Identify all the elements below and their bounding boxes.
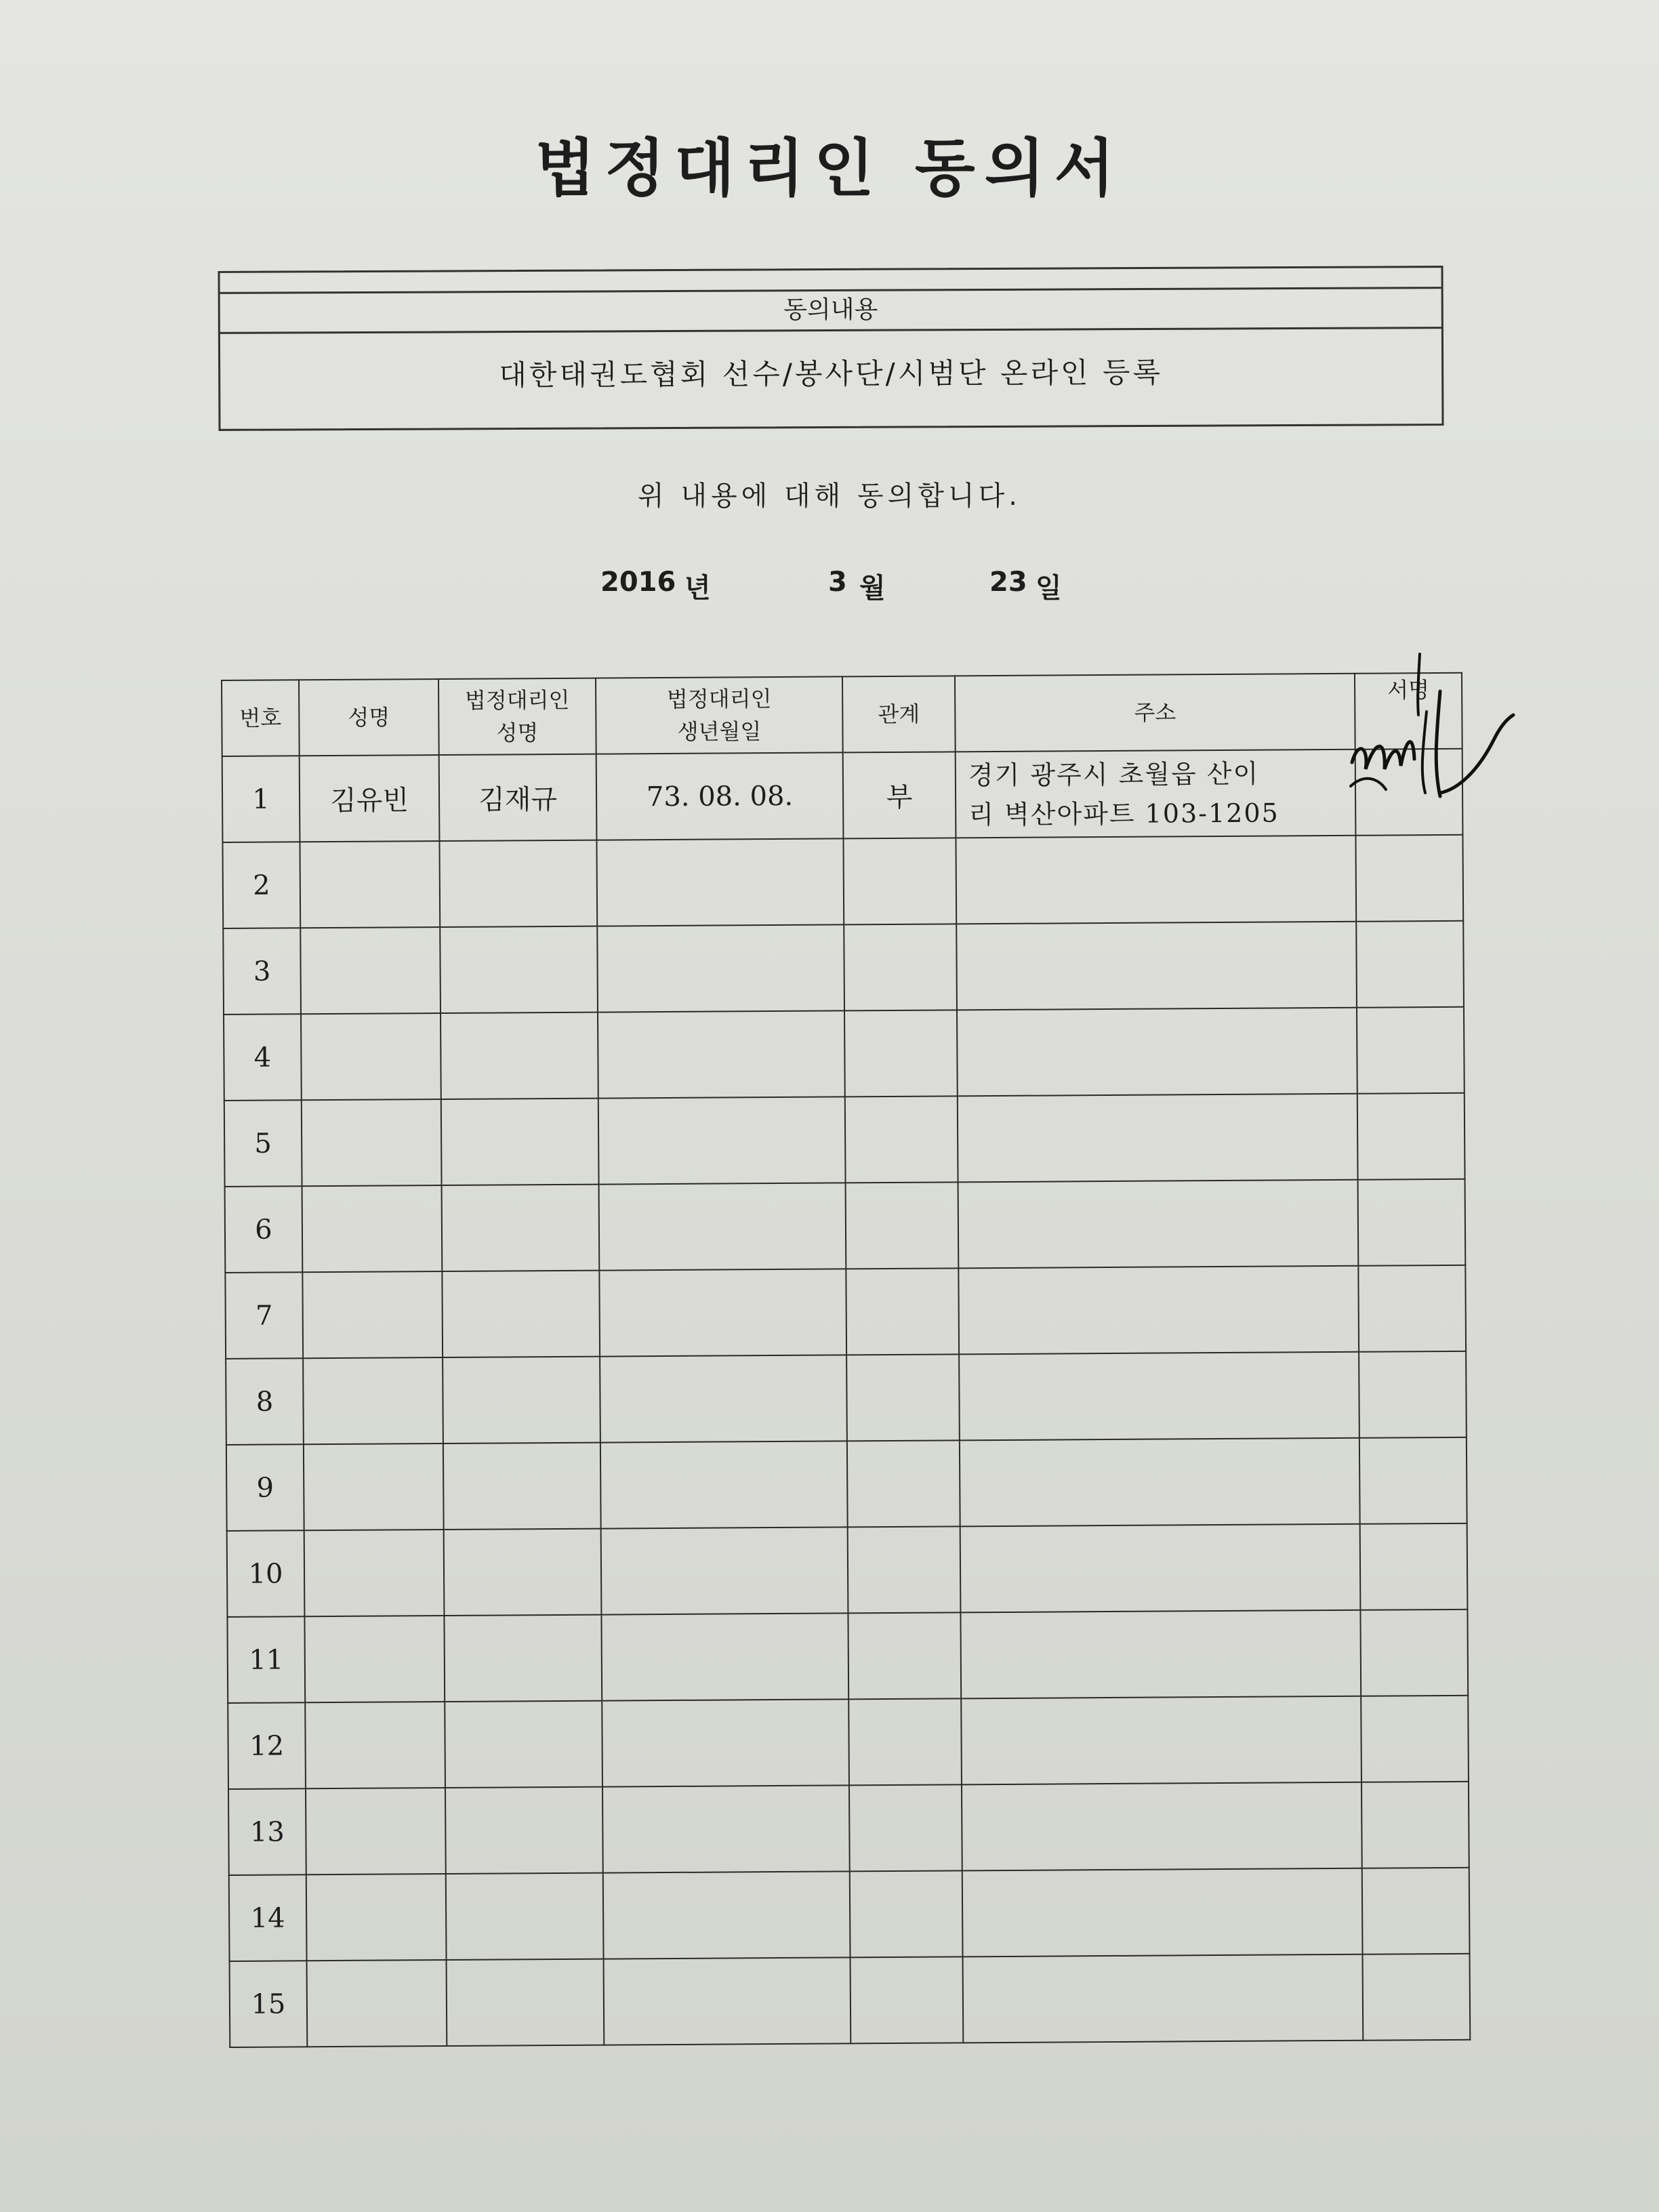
cell-signature bbox=[1355, 749, 1463, 836]
cell-number: 9 bbox=[226, 1444, 304, 1531]
cell-name bbox=[302, 1099, 442, 1186]
cell-guardian-birth: 73. 08. 08. bbox=[596, 752, 844, 840]
cell-name bbox=[302, 1185, 443, 1272]
cell-number: 10 bbox=[227, 1530, 305, 1617]
cell-signature bbox=[1363, 1954, 1471, 2041]
cell-address bbox=[960, 1438, 1360, 1527]
address-line-2 bbox=[970, 964, 1356, 966]
cell-relation bbox=[843, 838, 956, 924]
cell-guardian-name bbox=[445, 1787, 603, 1874]
cell-signature bbox=[1357, 1093, 1465, 1180]
cell-address bbox=[960, 1524, 1361, 1613]
date-month-unit: 월 bbox=[859, 573, 886, 604]
address-line-1 bbox=[973, 1567, 1359, 1569]
address-line-2 bbox=[972, 1481, 1359, 1483]
table-row bbox=[223, 921, 1464, 1015]
header-guardian-name bbox=[438, 678, 596, 755]
table-row bbox=[230, 1954, 1471, 2047]
address-line-2 bbox=[971, 1223, 1357, 1225]
address-line-2 bbox=[973, 1567, 1359, 1569]
date-year: 2016 bbox=[600, 567, 676, 598]
cell-relation bbox=[844, 1010, 958, 1097]
cell-relation bbox=[847, 1440, 960, 1527]
cell-address bbox=[958, 1094, 1358, 1183]
address-line-2: 리 벽산아파트 103-1205 bbox=[968, 797, 1279, 830]
cell-address bbox=[962, 1782, 1362, 1871]
cell-guardian-birth bbox=[597, 924, 844, 1012]
cell-name bbox=[306, 1874, 447, 1961]
cell-name bbox=[302, 1271, 443, 1358]
cell-address bbox=[956, 750, 1356, 838]
address-line-2 bbox=[976, 1997, 1362, 1999]
cell-number: 15 bbox=[230, 1961, 308, 2047]
cell-signature bbox=[1358, 1179, 1466, 1266]
cell-number: 13 bbox=[228, 1788, 306, 1875]
cell-relation bbox=[846, 1268, 959, 1355]
table-row bbox=[226, 1437, 1467, 1531]
cell-signature bbox=[1356, 921, 1464, 1008]
cell-name bbox=[306, 1788, 446, 1875]
cell-address bbox=[958, 1266, 1359, 1355]
header-number: 번호 bbox=[222, 680, 300, 756]
address-line-2 bbox=[974, 1653, 1360, 1655]
address-line-1 bbox=[975, 1911, 1361, 1913]
table-row bbox=[225, 1179, 1466, 1273]
cell-relation bbox=[846, 1182, 959, 1269]
agreement-statement: 위 내용에 대해 동의합니다. bbox=[638, 480, 1021, 512]
address-line-1 bbox=[970, 1136, 1357, 1139]
cell-relation bbox=[850, 1870, 963, 1957]
cell-signature bbox=[1359, 1351, 1467, 1438]
header-name: 성명 bbox=[299, 679, 439, 756]
cell-guardian-name bbox=[444, 1615, 602, 1702]
header-guardian-birth bbox=[596, 676, 843, 754]
guardian-table bbox=[221, 672, 1471, 2048]
cell-relation bbox=[844, 924, 957, 1010]
cell-guardian-name: 김재규 bbox=[439, 754, 597, 841]
cell-number: 11 bbox=[227, 1616, 305, 1703]
cell-guardian-birth bbox=[601, 1613, 848, 1700]
address-line-1 bbox=[969, 878, 1355, 880]
cell-guardian-name bbox=[442, 1185, 600, 1271]
cell-number: 14 bbox=[229, 1875, 307, 1961]
table-row bbox=[222, 749, 1463, 842]
table-row bbox=[229, 1868, 1470, 1961]
cell-signature bbox=[1362, 1868, 1470, 1954]
address-line-1: 경기 광주시 초월읍 산이 bbox=[968, 758, 1260, 790]
cell-guardian-name bbox=[443, 1357, 600, 1443]
cell-guardian-name bbox=[440, 926, 598, 1013]
address-line-1 bbox=[972, 1481, 1359, 1483]
cell-guardian-name bbox=[441, 1012, 598, 1099]
address-line-1 bbox=[975, 1825, 1361, 1827]
cell-number: 12 bbox=[228, 1702, 306, 1789]
cell-name: 김유빈 bbox=[300, 755, 440, 842]
address-line-1 bbox=[972, 1395, 1358, 1397]
address-line-1 bbox=[976, 1997, 1362, 1999]
consent-box bbox=[218, 266, 1443, 431]
cell-number: 2 bbox=[222, 842, 300, 928]
cell-number: 3 bbox=[223, 928, 301, 1015]
cell-number: 8 bbox=[226, 1358, 304, 1445]
cell-number: 4 bbox=[224, 1014, 302, 1101]
cell-signature bbox=[1358, 1265, 1466, 1352]
header-signature: 서명 bbox=[1355, 673, 1462, 750]
date-year-unit: 년 bbox=[684, 573, 711, 604]
cell-guardian-name bbox=[441, 1099, 599, 1185]
cell-relation bbox=[848, 1526, 961, 1613]
cell-signature bbox=[1355, 835, 1463, 922]
cell-guardian-birth bbox=[599, 1183, 846, 1270]
cell-name bbox=[303, 1357, 443, 1444]
cell-number: 6 bbox=[225, 1186, 303, 1273]
cell-guardian-name bbox=[444, 1529, 602, 1616]
consent-content: 대한태권도협회 선수/봉사단/시범단 온라인 등록 bbox=[499, 355, 1164, 392]
cell-guardian-birth bbox=[599, 1269, 846, 1356]
header-guardian-name-line2: 성명 bbox=[496, 720, 539, 746]
cell-guardian-birth bbox=[601, 1527, 848, 1614]
cell-address bbox=[956, 836, 1356, 924]
cell-address bbox=[959, 1352, 1359, 1441]
address-line-1 bbox=[970, 1050, 1356, 1052]
cell-guardian-birth bbox=[600, 1355, 847, 1442]
address-line-1 bbox=[970, 964, 1356, 966]
cell-guardian-name bbox=[439, 840, 597, 927]
table-row bbox=[226, 1351, 1467, 1445]
cell-signature bbox=[1360, 1610, 1468, 1696]
address-line-2 bbox=[975, 1739, 1361, 1741]
date-month: 3 bbox=[828, 567, 847, 598]
cell-guardian-name bbox=[445, 1701, 602, 1788]
cell-address bbox=[956, 922, 1357, 1010]
table-row bbox=[225, 1265, 1466, 1359]
address-line-1 bbox=[974, 1653, 1360, 1655]
header-guardian-name-line1: 법정대리인 bbox=[464, 687, 570, 714]
cell-signature bbox=[1361, 1782, 1469, 1868]
table-header-row bbox=[222, 673, 1462, 756]
cell-name bbox=[304, 1530, 445, 1616]
cell-number: 5 bbox=[224, 1100, 302, 1187]
table-row bbox=[224, 1093, 1465, 1187]
address-line-2 bbox=[975, 1911, 1361, 1913]
cell-name bbox=[305, 1702, 445, 1788]
cell-name bbox=[301, 1013, 441, 1100]
header-address: 주소 bbox=[955, 674, 1355, 752]
address-line-1 bbox=[975, 1739, 1361, 1741]
table-row bbox=[227, 1523, 1468, 1617]
cell-address bbox=[960, 1610, 1361, 1699]
table-row bbox=[227, 1610, 1468, 1703]
cell-guardian-birth bbox=[600, 1441, 848, 1528]
cell-guardian-name bbox=[446, 1873, 604, 1960]
cell-number: 7 bbox=[225, 1272, 303, 1359]
consent-header: 동의내용 bbox=[220, 287, 1441, 334]
cell-guardian-birth bbox=[602, 1785, 850, 1872]
address-line-2 bbox=[972, 1309, 1358, 1311]
address-line-2 bbox=[970, 1136, 1357, 1139]
cell-guardian-birth bbox=[598, 1010, 845, 1098]
cell-guardian-birth bbox=[602, 1699, 849, 1786]
cell-name bbox=[304, 1616, 445, 1702]
cell-relation bbox=[849, 1784, 962, 1871]
table-row bbox=[222, 835, 1463, 928]
address-line-2 bbox=[970, 1050, 1356, 1052]
cell-relation bbox=[848, 1612, 961, 1699]
header-relation: 관계 bbox=[842, 676, 956, 752]
date-day-unit: 일 bbox=[1036, 573, 1062, 604]
cell-guardian-birth bbox=[598, 1097, 846, 1184]
address-line-2 bbox=[972, 1395, 1358, 1397]
cell-guardian-birth bbox=[603, 1871, 851, 1959]
cell-address bbox=[963, 1954, 1364, 2043]
cell-name bbox=[300, 927, 441, 1014]
address-line-1 bbox=[971, 1223, 1357, 1225]
cell-name bbox=[300, 841, 440, 928]
cell-address bbox=[957, 1008, 1357, 1097]
table-row bbox=[228, 1696, 1469, 1789]
document-title: 법정대리인 동의서 bbox=[535, 132, 1124, 205]
table-row bbox=[224, 1007, 1465, 1101]
cell-address bbox=[962, 1868, 1363, 1957]
cell-number: 1 bbox=[222, 756, 300, 842]
address-line-1 bbox=[972, 1309, 1358, 1311]
address-line-2 bbox=[969, 878, 1355, 880]
cell-relation bbox=[846, 1354, 960, 1441]
address-line-2 bbox=[975, 1825, 1361, 1827]
date-day: 23 bbox=[989, 567, 1027, 598]
cell-guardian-name bbox=[447, 1959, 605, 2046]
cell-guardian-birth bbox=[604, 1957, 851, 2045]
cell-signature bbox=[1357, 1007, 1465, 1094]
header-guardian-birth-line1: 법정대리인 bbox=[666, 686, 772, 712]
cell-address bbox=[961, 1696, 1361, 1785]
table-row bbox=[228, 1782, 1469, 1875]
cell-signature bbox=[1361, 1696, 1469, 1782]
cell-name bbox=[304, 1443, 444, 1530]
cell-relation bbox=[851, 1957, 964, 2043]
cell-relation bbox=[845, 1096, 958, 1183]
cell-relation bbox=[848, 1698, 962, 1785]
cell-guardian-name bbox=[442, 1271, 600, 1357]
cell-signature bbox=[1359, 1437, 1467, 1524]
cell-guardian-name bbox=[443, 1443, 601, 1530]
header-guardian-birth-line2: 생년월일 bbox=[677, 718, 762, 745]
cell-address bbox=[958, 1180, 1359, 1269]
cell-name bbox=[307, 1960, 447, 2047]
cell-signature bbox=[1360, 1523, 1468, 1610]
cell-relation: 부 bbox=[843, 752, 956, 838]
cell-guardian-birth bbox=[596, 838, 844, 926]
